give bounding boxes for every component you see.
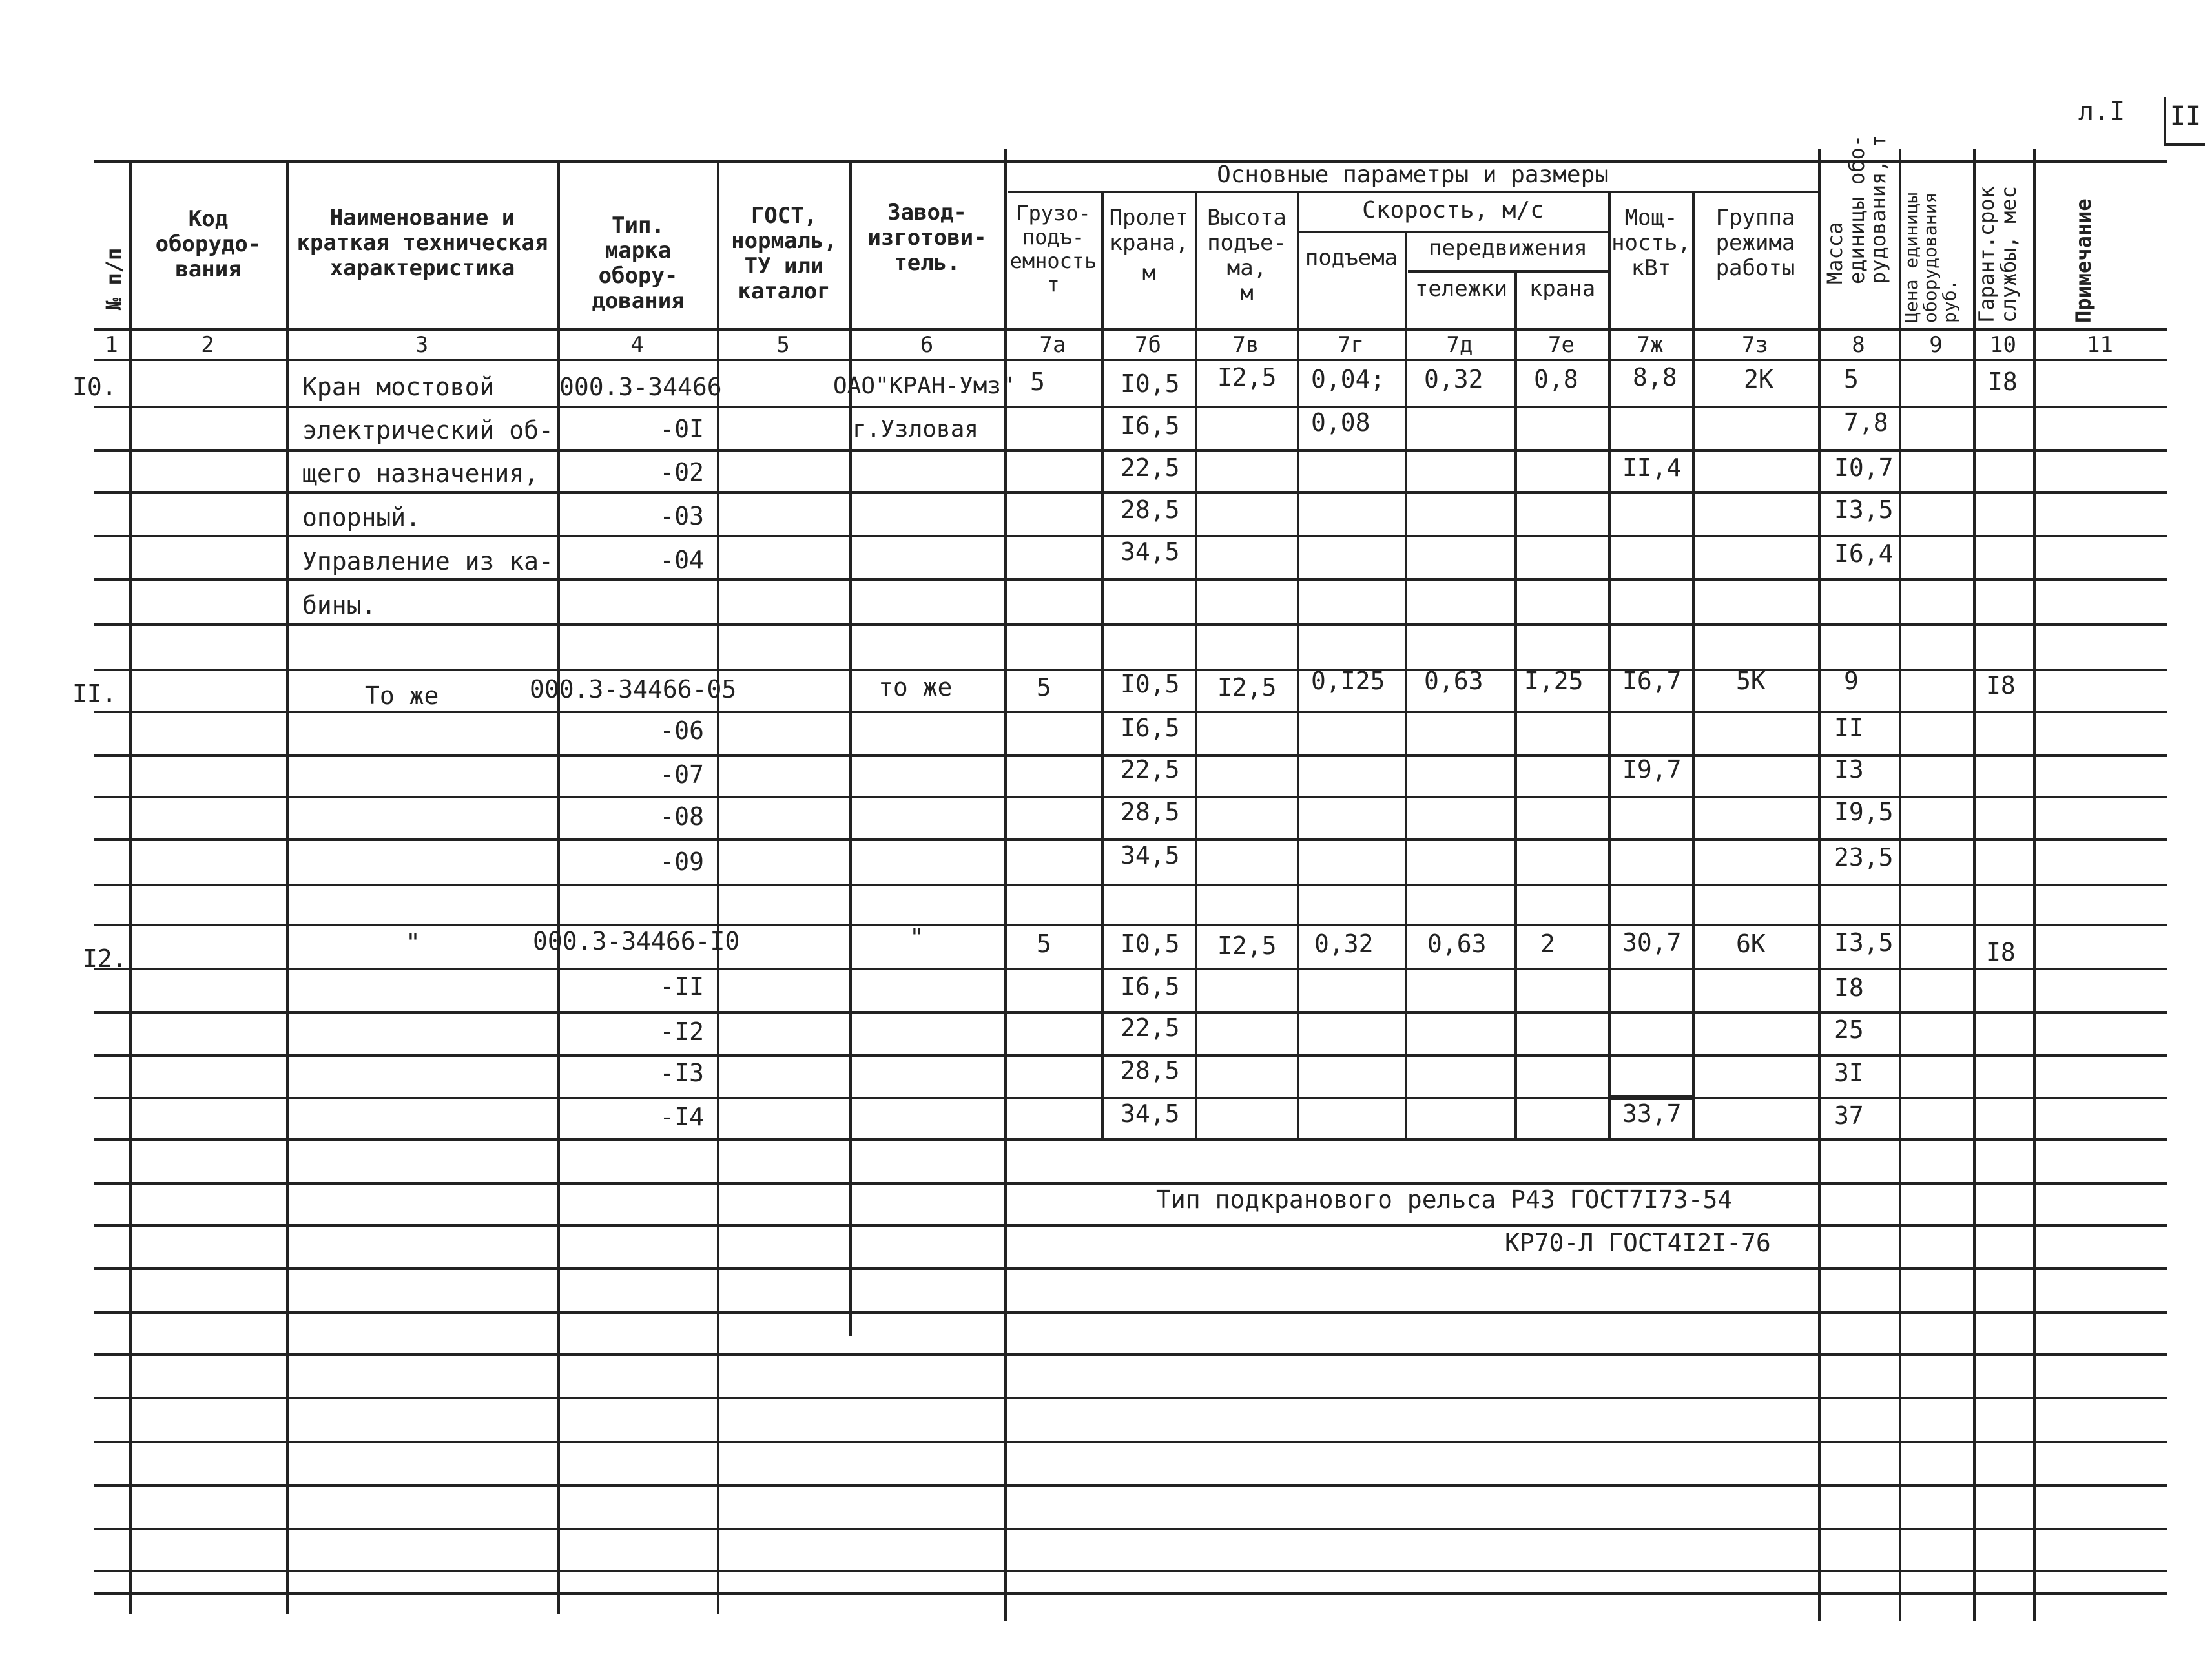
speed-trolley: 0,63 (1424, 667, 1483, 695)
type-mark: -I4 (659, 1103, 704, 1131)
span: I6,5 (1121, 714, 1180, 742)
type-mark: -07 (659, 760, 704, 789)
type-mark: -02 (659, 458, 704, 486)
col-number: 8 (1852, 332, 1865, 358)
type-mark: 000.3-34466-I0 (533, 927, 740, 955)
header-maker: Завод- изготови- тель. (867, 200, 987, 276)
mass: II (1834, 714, 1864, 742)
mass: 23,5 (1834, 843, 1894, 871)
col-number: 2 (201, 332, 214, 358)
sheet-number: II (2164, 97, 2205, 146)
mass: 5 (1844, 365, 1859, 393)
type-mark: -09 (659, 848, 704, 876)
header-lift-capacity: Грузо- подъ- емность т (1009, 201, 1097, 297)
col-number: 5 (776, 332, 790, 358)
power: I6,7 (1622, 667, 1682, 695)
name-line: Управление из ка- (302, 547, 553, 576)
header-height: Высота подъе- ма, м (1207, 205, 1287, 307)
type-mark: -08 (659, 802, 704, 831)
lift-height: I2,5 (1217, 931, 1277, 960)
header-type: Тип. марка обору- дования (592, 213, 685, 315)
col-number: 3 (415, 332, 429, 358)
name-line: бины. (302, 591, 377, 619)
group-number: II. (72, 680, 117, 708)
lift-height: I2,5 (1217, 673, 1277, 702)
mass: I3,5 (1834, 495, 1894, 524)
lift-capacity: 5 (1030, 368, 1045, 396)
span: I0,5 (1121, 930, 1180, 958)
span: 22,5 (1121, 755, 1180, 784)
header-price: Цена единицы оборудования руб. (1901, 192, 1960, 323)
mass: I9,5 (1834, 798, 1894, 826)
power: 8,8 (1633, 363, 1677, 391)
name-line: опорный. (302, 503, 421, 532)
maker-line: то же (878, 673, 953, 702)
sheet-label: л.I (2078, 97, 2125, 127)
name-line: Кран мостовой (302, 373, 495, 401)
group-number: I2. (83, 944, 127, 973)
duty-group: 5К (1736, 667, 1766, 695)
speed-trolley: 0,63 (1427, 930, 1487, 958)
header-speed-travel: передвижения (1429, 235, 1587, 261)
mass: 37 (1834, 1101, 1864, 1130)
duty-group: 6К (1736, 930, 1766, 958)
header-speed-title: Скорость, м/с (1362, 197, 1544, 224)
span: I0,5 (1121, 369, 1180, 398)
col-number: 7а (1039, 332, 1066, 358)
header-span: Пролет крана, м (1109, 205, 1189, 287)
speed-trolley: 0,32 (1424, 365, 1483, 393)
header-power: Мощ- ность, кВт (1611, 205, 1691, 282)
speed-crane: 0,8 (1534, 365, 1578, 393)
warranty: I8 (1986, 938, 2016, 966)
warranty: I8 (1988, 368, 2018, 396)
header-speed-lift: подъема (1305, 245, 1398, 271)
col-number: 7е (1548, 332, 1575, 358)
name-line: щего назначения, (302, 459, 539, 488)
type-mark: -06 (659, 716, 704, 745)
power: 33,7 (1622, 1099, 1682, 1128)
col-number: 7ж (1637, 332, 1664, 358)
speed-crane: 2 (1540, 930, 1555, 958)
speed-lift: 0,08 (1311, 408, 1370, 437)
col-number: 7з (1742, 332, 1768, 358)
col-number: 7в (1232, 332, 1259, 358)
mass: I3,5 (1834, 928, 1894, 957)
header-code: Код оборудо- вания (155, 206, 262, 283)
mass: I3 (1834, 755, 1864, 784)
mass: 7,8 (1844, 408, 1888, 437)
name-line: То же (365, 681, 439, 710)
name-line: электрический об- (302, 416, 553, 444)
speed-lift: 0,32 (1314, 930, 1374, 958)
span: 34,5 (1121, 1099, 1180, 1128)
type-mark: -I3 (659, 1059, 704, 1087)
header-speed-trolley: тележки (1414, 276, 1508, 302)
type-mark: -II (659, 972, 704, 1001)
span: 22,5 (1121, 1014, 1180, 1042)
span: I6,5 (1121, 972, 1180, 1001)
col-number: 4 (630, 332, 644, 358)
power: I9,7 (1622, 755, 1682, 784)
span: 34,5 (1121, 537, 1180, 566)
span: 28,5 (1121, 798, 1180, 826)
name-line: " (406, 928, 420, 957)
rail-type-note: Тип подкранового рельса Р43 ГОСТ7I73-54 (1156, 1185, 1733, 1214)
type-mark: 000.3-34466-05 (530, 675, 737, 703)
span: 28,5 (1121, 495, 1180, 524)
header-row-number: № п/п (101, 247, 126, 310)
col-number: 1 (105, 332, 118, 358)
speed-crane: I,25 (1524, 667, 1584, 695)
header-name: Наименование и краткая техническая характеристика (296, 205, 548, 282)
col-number: 6 (920, 332, 934, 358)
lift-height: I2,5 (1217, 363, 1277, 391)
header-duty-group: Группа режима работы (1715, 205, 1795, 282)
duty-group: 2К (1744, 365, 1773, 393)
type-mark: -03 (659, 502, 704, 530)
span: I6,5 (1121, 411, 1180, 440)
type-mark: -0I (659, 415, 704, 443)
speed-lift: 0,I25 (1311, 667, 1385, 695)
header-mass: Масса единицы обо- рудования, т (1823, 134, 1891, 284)
col-number: 11 (2087, 332, 2113, 358)
header-params-title: Основные параметры и размеры (1217, 161, 1609, 188)
mass: I6,4 (1834, 539, 1894, 568)
warranty: I8 (1986, 671, 2016, 700)
col-number: 7д (1446, 332, 1473, 358)
power: II,4 (1622, 453, 1682, 482)
lift-capacity: 5 (1037, 673, 1051, 702)
col-number: 10 (1990, 332, 2016, 358)
type-mark: -04 (659, 546, 704, 574)
mass: 3I (1834, 1059, 1864, 1087)
header-speed-crane: крана (1529, 276, 1596, 302)
header-warranty: Гарант.срок службы, мес (1974, 186, 2021, 323)
col-number: 9 (1929, 332, 1943, 358)
span: I0,5 (1121, 670, 1180, 698)
maker-line: ОАО"КРАН-Умз" (833, 373, 1015, 399)
lift-capacity: 5 (1037, 930, 1051, 958)
maker-line: г.Узловая (853, 416, 979, 442)
mass: I0,7 (1834, 453, 1894, 482)
span: 34,5 (1121, 841, 1180, 869)
group-number: I0. (72, 373, 117, 401)
col-number: 7б (1135, 332, 1161, 358)
span: 28,5 (1121, 1056, 1180, 1085)
power: 30,7 (1622, 928, 1682, 957)
mass: I8 (1834, 973, 1864, 1002)
mass: 25 (1834, 1015, 1864, 1044)
col-number: 7г (1338, 332, 1364, 358)
type-mark: 000.3-34466 (559, 373, 722, 401)
header-gost: ГОСТ, нормаль, ТУ или каталог (731, 203, 837, 305)
mass: 9 (1844, 667, 1859, 695)
rail-type-note-2: КР70-Л ГОСТ4I2I-76 (1505, 1229, 1771, 1257)
maker-line: " (909, 923, 924, 952)
span: 22,5 (1121, 453, 1180, 482)
header-note: Примечание (2071, 198, 2096, 323)
speed-lift: 0,04; (1311, 365, 1385, 393)
type-mark: -I2 (659, 1017, 704, 1046)
